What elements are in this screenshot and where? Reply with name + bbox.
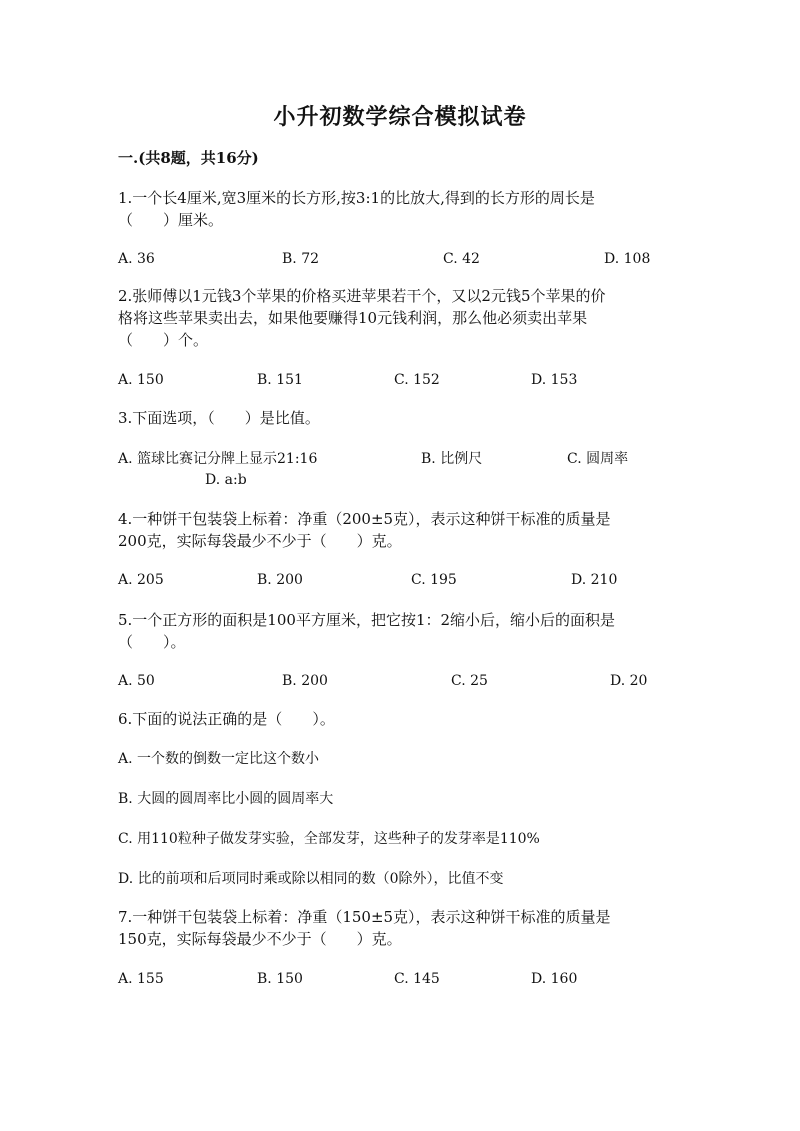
option-b: B. 200 [282,673,328,689]
option-c: C. 195 [411,572,457,588]
option-a: A. 50 [118,673,155,689]
exam-title: 小升初数学综合模拟试卷 [273,104,527,130]
option-c: C. 用110粒种子做发芽实验，全部发芽，这些种子的发芽率是110% [118,831,540,847]
option-b: B. 大圆的圆周率比小圆的圆周率大 [118,791,334,807]
option-a: A. 篮球比赛记分牌上显示21:16 [118,451,318,467]
option-b: B. 200 [257,572,303,588]
question-text-line: 格将这些苹果卖出去，如果他要赚得10元钱利润，那么他必须卖出苹果 [118,309,588,327]
question-text-line: 7.一种饼干包装袋上标着：净重（150±5克），表示这种饼干标准的质量是 [118,908,611,926]
option-a: A. 150 [118,372,164,388]
option-c: C. 25 [451,673,488,689]
option-d: D. 比的前项和后项同时乘或除以相同的数（0除外），比值不变 [118,871,504,887]
option-c: C. 圆周率 [567,451,629,467]
question-5 [118,609,678,653]
question-text-line: 1.一个长4厘米,宽3厘米的长方形,按3:1的比放大,得到的长方形的周长是 [118,189,595,207]
option-b: B. 151 [257,372,303,388]
question-text-line: 3.下面选项，（ ）是比值。 [118,409,320,427]
question-2 [118,285,678,351]
question-text-line: 150克，实际每袋最少不少于（ ）克。 [118,930,402,948]
question-3 [118,407,678,429]
option-d: D. 210 [571,572,618,588]
section-header: 一.(共8题，共16分) [118,149,259,167]
option-d: D. 153 [531,372,578,388]
question-6 [118,708,678,730]
question-text-line: 4.一种饼干包装袋上标着：净重（200±5克），表示这种饼干标准的质量是 [118,510,611,528]
question-text-line: （ ）。 [118,633,186,651]
option-d: D. 160 [531,971,578,987]
option-c: C. 152 [394,372,440,388]
option-d: D. a:b [205,472,247,488]
option-b: B. 比例尺 [421,451,483,467]
question-text-line: 2.张师傅以1元钱3个苹果的价格买进苹果若干个，又以2元钱5个苹果的价 [118,287,606,305]
question-text-line: 5.一个正方形的面积是100平方厘米，把它按1：2缩小后，缩小后的面积是 [118,611,616,629]
option-c: C. 145 [394,971,440,987]
question-text-line: 6.下面的说法正确的是（ ）。 [118,710,335,728]
option-a: A. 一个数的倒数一定比这个数小 [118,751,320,767]
option-a: A. 155 [118,971,164,987]
question-text-line: 200克，实际每袋最少不少于（ ）克。 [118,532,402,550]
option-c: C. 42 [443,251,480,267]
question-1 [118,187,678,231]
question-text-line: （ ）厘米。 [118,211,224,229]
option-b: B. 72 [282,251,320,267]
option-d: D. 20 [610,673,648,689]
question-text-line: （ ）个。 [118,331,209,349]
option-d: D. 108 [604,251,651,267]
question-7 [118,906,678,950]
question-4 [118,508,678,552]
option-b: B. 150 [257,971,303,987]
option-a: A. 36 [118,251,155,267]
option-a: A. 205 [118,572,164,588]
